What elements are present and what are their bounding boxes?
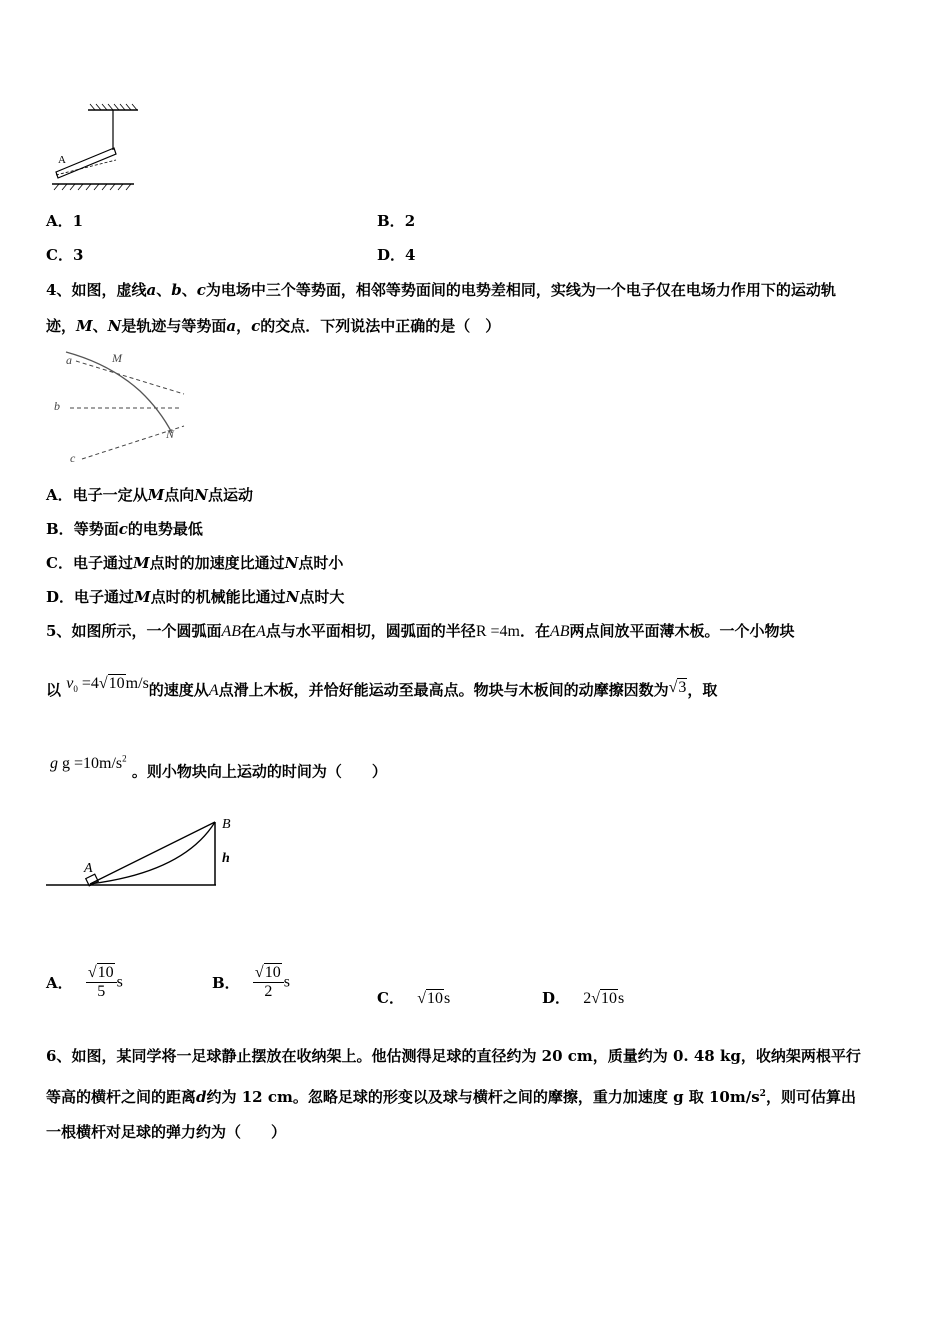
q4-figure [48,346,190,468]
q5-figure [44,812,244,892]
q6-stem-line2: 等高的横杆之间的距离d约为 12 cm。忽略足球的形变以及球与横杆之间的摩擦，重力加速度 g 取 $10m/s^2$，则可估算出 [46,1088,856,1106]
q3-option-d: D．4 [377,246,416,264]
fig-label-b: B [222,817,231,832]
q3-option-b: B．2 [377,212,416,230]
fig-label-h: h [222,851,230,866]
q4-option-c: C．电子通过M点时的加速度比通过N点时小 [46,554,344,572]
q4-stem-line2: 迹，M、N是轨迹与等势面a，c的交点．下列说法中正确的是（ ） [46,317,501,335]
fig-label-n: N [166,427,175,441]
q6-stem-line1: 6、如图，某同学将一足球静止摆放在收纳架上。他估测得足球的直径约为 20 cm，质量约为 0. 48 kg，收纳架两根平行 [46,1047,861,1065]
q4-option-a: A．电子一定从M点向N点运动 [46,486,254,504]
q6-stem-line3: 一根横杆对足球的弹力约为（ ） [46,1123,287,1141]
q5-option-b: B． $\frac{√10}{2}$ s [212,964,290,1000]
q5-stem-line1: 5、如图所示，一个圆弧面AB在A点与水平面相切，圆弧面的半径R =4m．在AB两点间放平面薄木板。一个小物块 [46,622,795,640]
q5-option-a: A． $\frac{√10}{5}$ s [46,964,123,1000]
q5-stem-line3: g $g =10m/s^2$ 。则小物块向上运动的时间为（ ） [50,754,387,781]
q3-option-a: A．1 [46,212,84,230]
q3-option-c: C．3 [46,246,84,264]
wooden-board [90,822,215,884]
fig-label-a: A [84,861,93,876]
q3-figure [40,100,150,195]
fig-label-a: a [66,353,72,367]
fig-label-m: M [112,351,122,365]
equipotential-a [76,361,184,394]
q5-stem-line2: 以 $v_0 =4√10m/s$的速度从A点滑上木板，并恰好能运动至最高点。物块与木板间的动摩擦因数为√3，取 [46,675,718,699]
fig-label-b: b [54,399,60,413]
q5-option-c: C． √10s [377,989,451,1007]
fig-label-c: c [70,451,76,465]
q4-option-b: B．等势面c的电势最低 [46,520,203,538]
q4-stem-line1: 4、如图，虚线a、b、c为电场中三个等势面，相邻等势面间的电势差相同，实线为一个电子仅在电场力作用下的运动轨 [46,281,836,299]
q4-option-d: D．电子通过M点时的机械能比通过N点时大 [46,588,345,606]
q3-fig-label-a: A [58,154,66,166]
q5-option-d: D． 2√10s [542,989,625,1007]
